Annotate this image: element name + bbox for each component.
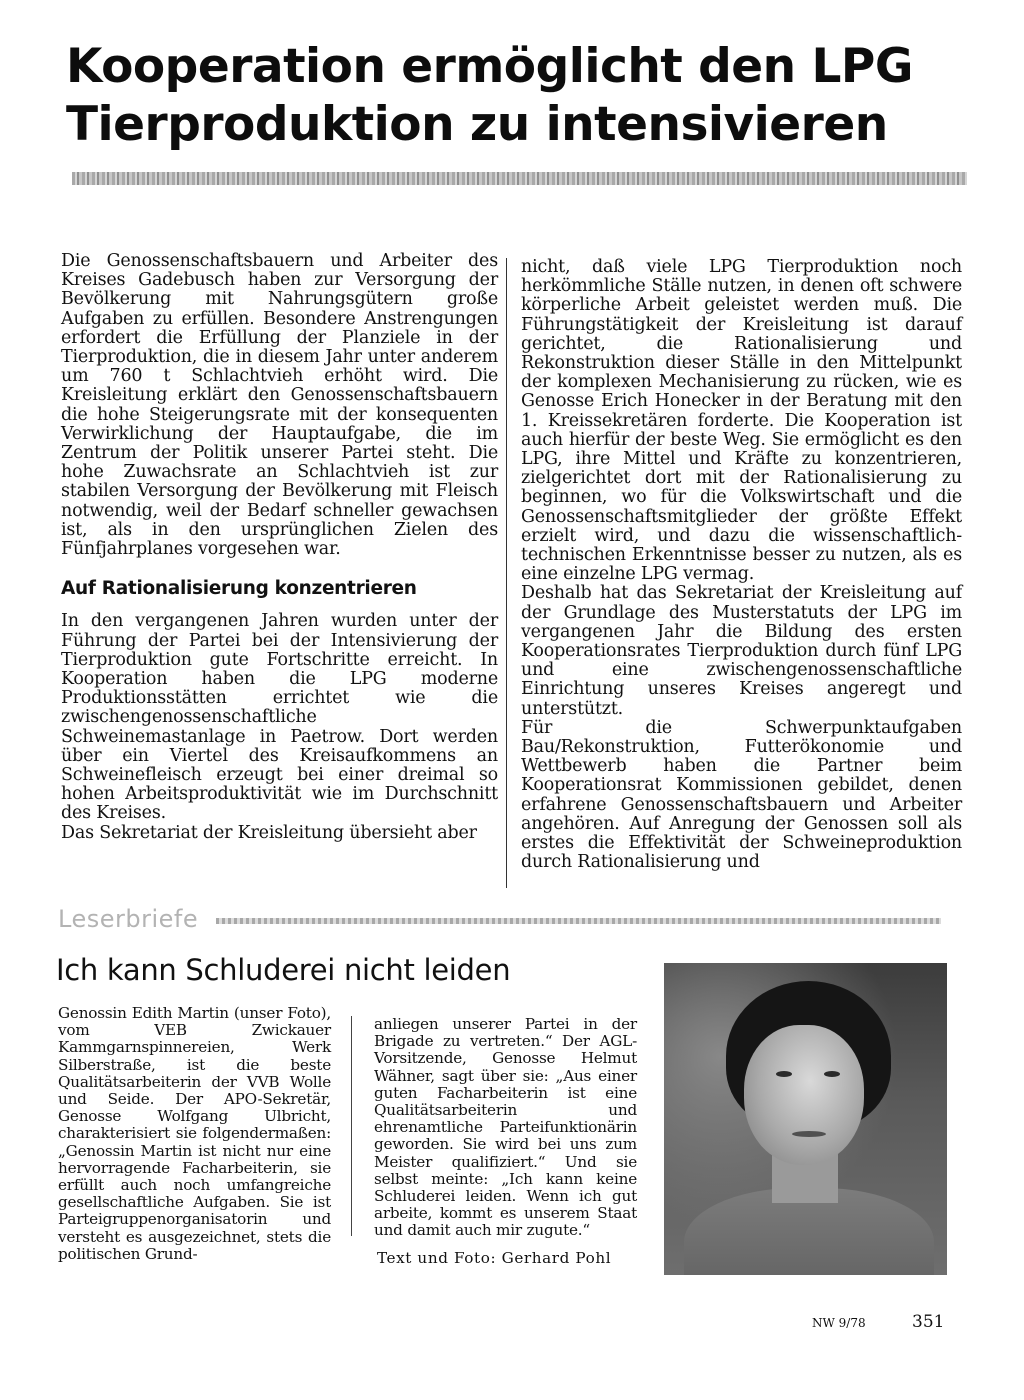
headline-line-1: Kooperation ermöglicht den LPG xyxy=(66,39,913,94)
article-paragraph: In den vergangenen Jahren wurden unter der Führung der Partei bei der Intensivierung der Tierproduktion gute Fortschritte erreicht. In Kooperation haben die LPG moderne Produktionsstätten errichtet wie die zwischengenossenschaftliche Schweinemastanlage in Paetrow. Dort werden über ein Viertel des Kreisaufkommens an Schweinefleisch erzeugt bei einer dreimal so hohen Arbeitsproduktivität wie im Durchschnitt des Kreises. xyxy=(61,611,498,824)
letter-column-divider xyxy=(351,1016,352,1236)
column-divider xyxy=(506,258,507,888)
letter-paragraph: Genossin Edith Martin (unser Foto), vom VEB Zwickauer Kammgarnspinnereien, Werk Silberstraße, ist die beste Qualitätsarbeiterin der VVB Wolle und Seide. Der APO-Sekretär, Genosse Wolfgang Ulbricht, charakterisiert sie folgendermaßen: „Genossin Martin ist nicht nur eine hervorragende Facharbeiterin, sie erfüllt auch noch umfangreiche gesellschaftliche Aufgaben. Sie ist Parteigruppenorganisatorin und versteht es ausgezeichnet, stets die politischen Grund- xyxy=(58,1004,331,1263)
article-paragraph: Für die Schwerpunktaufgaben Bau/Rekonstruktion, Futterökonomie und Wettbewerb haben die Partner beim Kooperationsrat Kommissionen gebildet, denen erfahrene Genossenschaftsbauern und Arbeiter angehören. Auf Anregung der Genossen soll als erstes die Effektivität der Schweineproduktion durch Rationalisierung und xyxy=(521,717,962,873)
photo-credit: Text und Foto: Gerhard Pohl xyxy=(377,1248,612,1267)
article-paragraph: Das Sekretariat der Kreisleitung übersieht aber xyxy=(61,822,477,843)
page-number: 351 xyxy=(912,1312,945,1332)
article-subheading: Auf Rationalisierung konzentrieren xyxy=(61,578,417,600)
section-rule xyxy=(216,918,941,924)
article-paragraph: Deshalb hat das Sekretariat der Kreisleitung auf der Grundlage des Musterstatuts der LPG im vergangenen Jahr die Bildung des ersten Kooperationsrates Tierproduktion durch fünf LPG und eine zwischengenossenschaftliche Einrichtung unseres Kreises angeregt und unterstützt. xyxy=(521,583,962,719)
photo-figure-face xyxy=(744,1025,864,1165)
letter-paragraph: anliegen unserer Partei in der Brigade zu vertreten.“ Der AGL-Vorsitzende, Genosse Helmut Wähner, sagt über sie: „Aus einer guten Facharbeiterin ist eine Qualitätsarbeiterin und ehrenamtliche Parteifunktionärin geworden. Sie wird bei uns zum Meister qualifiziert.“ Und sie selbst meinte: „Ich kann keine Schluderei leiden. Wenn ich gut arbeite, kommt es unserem Staat und damit auch mir zugute.“ xyxy=(374,1015,637,1240)
article-column-left xyxy=(61,252,498,843)
photo-eye-left xyxy=(776,1071,792,1077)
section-label-leserbriefe: Leserbriefe xyxy=(58,905,199,933)
article-paragraph: nicht, daß viele LPG Tierproduktion noch herkömmliche Ställe nutzen, in denen oft schwere körperliche Arbeit geleistet werden muß. Die Führungstätigkeit der Kreisleitung ist darauf gerichtet, die Rationalisierung und Rekonstruktion dieser Ställe in den Mittelpunkt der komplexen Mechanisierung zu rücken, wie es Genosse Erich Honecker in der Beratung mit den 1. Kreissekretären forderte. Die Kooperation ist auch hierfür der beste Weg. Sie ermöglicht es den LPG, ihre Mittel und Kräfte zu konzentrieren, zielgerichtet dort mit der Rationalisierung zu beginnen, wo für die Volkswirtschaft und die Genossenschaftsmitglieder der größte Effekt erzielt wird, und dazu die wissenschaftlich-technischen Erkenntnisse besser zu nutzen, als es eine einzelne LPG vermag. xyxy=(521,257,962,585)
article-paragraph: Die Genossenschaftsbauern und Arbeiter des Kreises Gadebusch haben zur Versorgung der Bevölkerung mit Nahrungsgütern große Aufgaben zu erfüllen. Besondere Anstrengungen erfordert die Erfüllung der Planziele in der Tierproduktion, die in diesem Jahr unter anderem um 760 t Schlachtvieh erhöht wird. Die Kreisleitung erklärt den Genossenschaftsbauern die hohe Steigerungsrate mit der konsequenten Verwirklichung der Hauptaufgabe, die im Zentrum der Politik unserer Partei steht. Die hohe Zuwachsrate an Schlachtvieh ist zur stabilen Versorgung der Bevölkerung mit Fleisch notwendig, weil der Bedarf schneller gewachsen ist, als in den ursprünglichen Zielen des Fünfjahrplanes vorgesehen war. xyxy=(61,251,498,560)
headline-rule xyxy=(72,172,967,185)
letter-column-left xyxy=(58,1005,331,1263)
photo-mouth xyxy=(792,1131,826,1137)
issue-label: NW 9/78 xyxy=(812,1316,866,1330)
letter-headline: Ich kann Schluderei nicht leiden xyxy=(56,953,511,987)
portrait-photo xyxy=(664,963,947,1275)
photo-eye-right xyxy=(824,1071,840,1077)
headline-line-2: Tierproduktion zu intensivieren xyxy=(66,97,888,152)
letter-column-right xyxy=(374,1016,637,1267)
article-column-right xyxy=(521,258,962,873)
article-headline xyxy=(66,38,966,154)
